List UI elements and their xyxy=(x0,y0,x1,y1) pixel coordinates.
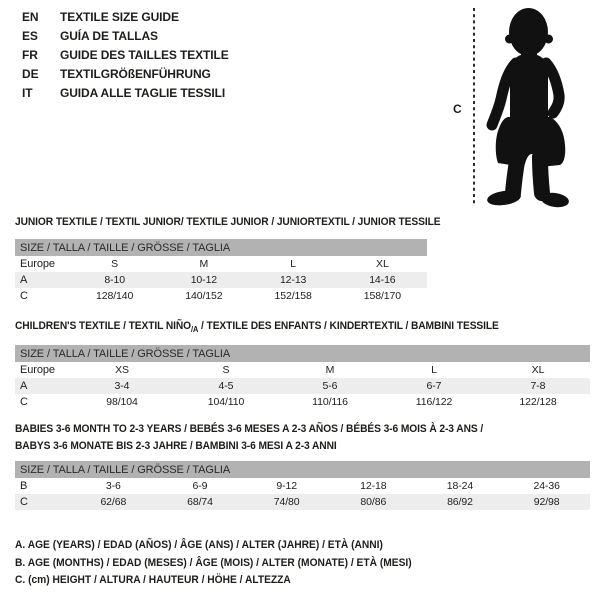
size-cell: 140/152 xyxy=(185,290,223,302)
size-cell: 104/110 xyxy=(207,396,245,408)
size-cell: XS xyxy=(115,364,129,376)
language-row-fr xyxy=(22,46,229,65)
legend-line-b: B. AGE (MONTHS) / EDAD (MESES) / ÂGE (MOIS) / ALTER (MONATE) / ETÀ (MESI) xyxy=(15,556,412,569)
size-cell: L xyxy=(431,364,437,376)
size-cell: S xyxy=(111,258,119,270)
size-cell: 158/170 xyxy=(363,290,401,302)
size-cell: 18-24 xyxy=(446,480,474,492)
size-cell: L xyxy=(290,258,296,270)
size-cell: 7-8 xyxy=(486,378,590,394)
size-cell: 12-13 xyxy=(249,272,338,288)
size-cell: M xyxy=(199,258,209,270)
size-header-band xyxy=(15,461,590,478)
language-code: DE xyxy=(22,67,39,81)
children-section-title xyxy=(15,320,499,334)
table-row xyxy=(15,256,427,272)
toddler-silhouette-shape xyxy=(486,8,570,209)
table-row xyxy=(15,288,427,304)
row-label: B xyxy=(20,480,28,492)
size-cell: 98/104 xyxy=(106,396,138,408)
size-header-band xyxy=(15,345,590,362)
measure-legend xyxy=(15,537,442,590)
size-header-label: SIZE / TALLA / TAILLE / GRÖSSE / TAGLIA xyxy=(15,461,590,478)
language-code: EN xyxy=(22,10,39,24)
legend-line-a: A. AGE (YEARS) / EDAD (AÑOS) / ÂGE (ANS) / ALTER (JAHRE) / ETÀ (ANNI) xyxy=(15,539,383,551)
size-cell: 62/68 xyxy=(70,494,157,510)
guide-title-es: GUÍA DE TALLAS xyxy=(60,29,158,43)
size-cell: 122/128 xyxy=(519,396,557,408)
table-row xyxy=(15,478,590,494)
size-cell: 74/80 xyxy=(243,494,330,510)
row-label: A xyxy=(15,378,70,394)
language-title-list xyxy=(22,8,229,103)
size-cell: XL xyxy=(531,364,545,376)
table-row xyxy=(15,394,590,410)
size-header-band xyxy=(15,239,427,256)
guide-title-fr: GUIDE DES TAILLES TEXTILE xyxy=(60,48,229,62)
row-label: C xyxy=(20,290,28,302)
row-label: Europe xyxy=(20,364,55,376)
size-cell: 3-6 xyxy=(105,480,121,492)
size-cell: 10-12 xyxy=(159,272,248,288)
size-cell: 110/116 xyxy=(312,396,348,408)
children-size-table xyxy=(15,345,590,410)
row-label: C xyxy=(20,396,28,408)
row-label: Europe xyxy=(20,258,55,270)
toddler-silhouette-icon xyxy=(450,5,598,210)
language-code: FR xyxy=(22,48,38,62)
size-cell: 14-16 xyxy=(338,272,427,288)
size-cell: 86/92 xyxy=(417,494,504,510)
legend-line-c: C. (cm) HEIGHT / ALTURA / HAUTEUR / HÖHE / ALTEZZA xyxy=(15,574,291,586)
row-label: A xyxy=(15,272,70,288)
babies-title-line1: BABIES 3-6 MONTH TO 2-3 YEARS / BEBÉS 3-6 MESES A 2-3 AÑOS / BÉBÉS 3-6 MOIS À 2-3 ANS / xyxy=(15,423,484,435)
language-row-it xyxy=(22,84,229,103)
language-code: IT xyxy=(22,86,33,100)
babies-section-title xyxy=(15,421,518,455)
language-row-es xyxy=(22,27,229,46)
language-row-de xyxy=(22,65,229,84)
guide-title-en: TEXTILE SIZE GUIDE xyxy=(60,10,179,24)
children-title-post: / TEXTILE DES ENFANTS / KINDERTEXTIL / BAMBINI TESSILE xyxy=(198,320,499,332)
size-header-label: SIZE / TALLA / TAILLE / GRÖSSE / TAGLIA xyxy=(15,239,427,256)
size-cell: 92/98 xyxy=(503,494,590,510)
size-cell: 6-7 xyxy=(382,378,486,394)
junior-section-title: JUNIOR TEXTILE / TEXTIL JUNIOR/ TEXTILE JUNIOR / JUNIORTEXTIL / JUNIOR TESSILE xyxy=(15,216,441,228)
size-cell: 152/158 xyxy=(274,290,312,302)
size-cell: 80/86 xyxy=(330,494,417,510)
table-row xyxy=(15,362,590,378)
language-row-en xyxy=(22,8,229,27)
size-cell: XL xyxy=(376,258,389,270)
size-cell: S xyxy=(222,364,230,376)
babies-title-line2: BABYS 3-6 MONATE BIS 2-3 JAHRE / BAMBINI 3-6 MESI A 2-3 ANNI xyxy=(15,440,337,452)
babies-size-table xyxy=(15,461,590,510)
size-cell: 3-4 xyxy=(70,378,174,394)
size-cell: 128/140 xyxy=(95,290,134,302)
size-cell: M xyxy=(325,364,335,376)
row-label: C xyxy=(15,494,70,510)
table-row xyxy=(15,494,590,510)
table-row xyxy=(15,272,427,288)
size-cell: 6-9 xyxy=(192,480,208,492)
table-row xyxy=(15,378,590,394)
size-cell: 8-10 xyxy=(70,272,159,288)
size-cell: 116/122 xyxy=(415,396,453,408)
children-title-pre: CHILDREN'S TEXTILE / TEXTIL NIÑO xyxy=(15,320,192,332)
size-cell: 68/74 xyxy=(157,494,244,510)
children-title-subscript: /A xyxy=(191,325,199,335)
size-cell: 4-5 xyxy=(174,378,278,394)
size-cell: 24-36 xyxy=(533,480,560,492)
size-cell: 9-12 xyxy=(276,480,297,492)
guide-title-it: GUIDA ALLE TAGLIE TESSILI xyxy=(60,86,226,100)
language-code: ES xyxy=(22,29,38,43)
height-measure-label: C xyxy=(453,102,462,116)
size-cell: 12-18 xyxy=(360,480,387,492)
guide-title-de: TEXTILGRÖßENFÜHRUNG xyxy=(60,67,211,81)
size-header-label: SIZE / TALLA / TAILLE / GRÖSSE / TAGLIA xyxy=(15,345,590,362)
junior-size-table xyxy=(15,239,427,304)
size-cell: 5-6 xyxy=(278,378,382,394)
